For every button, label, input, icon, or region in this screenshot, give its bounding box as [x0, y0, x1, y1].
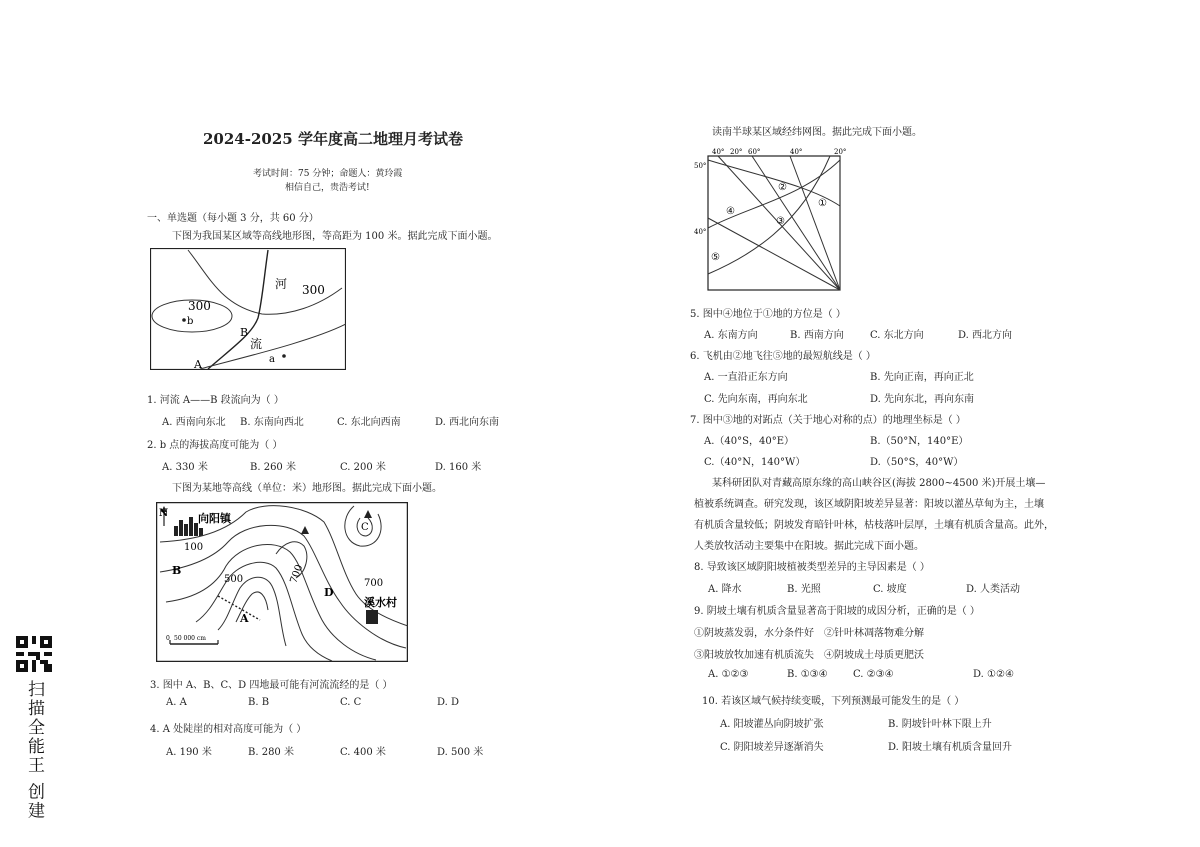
exam-title: 2024-2025 学年度高二地理月考试卷 — [203, 130, 463, 148]
label-A: A — [194, 358, 202, 370]
scale-zero: 0 — [166, 635, 170, 642]
scale-label: 50 000 cm — [174, 635, 206, 642]
q5-option-b[interactable]: B. 西南方向 — [790, 330, 844, 341]
point-2: ② — [778, 182, 787, 193]
intro-map1: 下图为我国某区域等高线地形图，等高距为 100 米。据此完成下面小题。 — [172, 231, 498, 242]
meridian-5 — [708, 218, 840, 290]
q10-stem: 10. 若该区域气候持续变暖，下列预测最可能发生的是（ ） — [702, 696, 965, 707]
q3-option-a[interactable]: A. A — [166, 697, 187, 708]
scanner-watermark: 扫描全能王 创建 — [24, 680, 44, 821]
contour-4 — [196, 562, 332, 661]
q1-option-a[interactable]: A. 西南向东北 — [162, 417, 226, 428]
town-building-6 — [199, 528, 203, 536]
q5-option-a[interactable]: A. 东南方向 — [704, 330, 758, 341]
town-building-1 — [174, 526, 178, 536]
q2-stem: 2. b 点的海拔高度可能为（ ） — [147, 440, 283, 451]
q8-option-c[interactable]: C. 坡度 — [873, 584, 907, 595]
point-B-label: B — [172, 564, 182, 577]
section-heading: 一、单选题（每小题 3 分，共 60 分） — [147, 213, 319, 224]
lon-label-60: 60° — [748, 148, 761, 156]
point-5: ⑤ — [711, 252, 720, 263]
passage-line-1: 某科研团队对青藏高原东缘的高山峡谷区(海拔 2800~4500 米)开展土壤— — [712, 478, 1046, 489]
q2-option-c[interactable]: C. 200 米 — [340, 462, 386, 473]
q9-option-c[interactable]: C. ②③④ — [853, 669, 894, 680]
exam-motto: 相信自己，贵浩考试! — [285, 183, 370, 193]
peak-triangle-2 — [364, 510, 372, 518]
q8-stem: 8. 导致该区域阴阳坡植被类型差异的主导因素是（ ） — [694, 562, 930, 573]
point-1: ① — [818, 198, 827, 209]
q9-option-a[interactable]: A. ①②③ — [708, 669, 749, 680]
contour-map-1 — [150, 248, 346, 370]
q3-option-c[interactable]: C. C — [340, 697, 362, 708]
q6-option-c[interactable]: C. 先向东南，再向东北 — [704, 394, 808, 405]
lon-label-20b: 20° — [834, 148, 847, 156]
lat-label-50: 50° — [694, 162, 707, 170]
contour-100-label: 100 — [184, 542, 204, 553]
q4-option-c[interactable]: C. 400 米 — [340, 747, 386, 758]
q10-option-c[interactable]: C. 阴阳坡差异逐渐消失 — [720, 742, 824, 753]
point-D-label: D — [324, 586, 334, 599]
lon-label-20a: 20° — [730, 148, 743, 156]
q2-option-a[interactable]: A. 330 米 — [162, 462, 208, 473]
q10-option-a[interactable]: A. 阳坡灌丛向阴坡扩张 — [720, 719, 824, 730]
q9-statements-2: ③阳坡放牧加速有机质流失 ④阴坡成土母质更肥沃 — [694, 650, 924, 661]
map1-frame — [151, 249, 346, 370]
q3-option-d[interactable]: D. D — [437, 697, 460, 708]
q10-option-d[interactable]: D. 阳坡土壤有机质含量回升 — [888, 742, 1013, 753]
label-liu: 流 — [250, 337, 263, 351]
river-line — [208, 250, 268, 369]
label-300-right: 300 — [302, 283, 325, 297]
q6-option-a[interactable]: A. 一直沿正东方向 — [704, 372, 788, 383]
point-a-dot — [282, 354, 286, 358]
contour-700-label-b: 700 — [364, 578, 384, 589]
town-label: 向阳镇 — [198, 512, 231, 525]
town-building-2 — [179, 520, 183, 536]
contour-700-label-a: 700 — [288, 563, 306, 586]
q8-option-a[interactable]: A. 降水 — [708, 584, 742, 595]
q9-option-d[interactable]: D. ①②④ — [973, 669, 1014, 680]
town-building-3 — [184, 524, 188, 536]
intro-map2: 下图为某地等高线（单位：米）地形图。据此完成下面小题。 — [172, 483, 442, 494]
label-300-left: 300 — [188, 299, 211, 313]
q1-stem: 1. 河流 A——B 段流向为（ ） — [147, 395, 284, 406]
exam-info: 考试时间：75 分钟；命题人：黄玲霞 — [253, 169, 403, 179]
lon-label-40a: 40° — [712, 148, 725, 156]
q4-option-d[interactable]: D. 500 米 — [437, 747, 484, 758]
label-he: 河 — [275, 277, 288, 291]
north-label: N — [159, 508, 169, 519]
passage-line-3: 有机质含量较低；阴坡发育暗针叶林，枯枝落叶层厚，土壤有机质含量高。此外， — [694, 520, 1054, 531]
point-C-label: C — [361, 522, 369, 533]
q9-statements-1: ①阴坡蒸发弱，水分条件好 ②针叶林凋落物难分解 — [694, 628, 924, 639]
q7-stem: 7. 图中③地的对跖点（关于地心对称的点）的地理坐标是（ ） — [690, 415, 966, 426]
passage-line-2: 植被系统调查。研究发现，该区域阴阳坡差异显著：阳坡以灌丛草甸为主，土壤 — [694, 499, 1044, 510]
q3-stem: 3. 图中 A、B、C、D 四地最可能有河流流经的是（ ） — [150, 680, 393, 691]
peak-triangle-1 — [301, 526, 309, 534]
point-4: ④ — [726, 206, 735, 217]
label-b: b — [187, 316, 194, 327]
graticule-map — [690, 146, 852, 296]
lon-label-40b: 40° — [790, 148, 803, 156]
q1-option-d[interactable]: D. 西北向东南 — [435, 417, 500, 428]
passage-line-4: 人类放牧活动主要集中在阳坡。据此完成下面小题。 — [694, 541, 924, 552]
q1-option-b[interactable]: B. 东南向西北 — [240, 417, 304, 428]
q6-stem: 6. 飞机由②地飞往⑤地的最短航线是（ ） — [690, 351, 876, 362]
q3-option-b[interactable]: B. B — [248, 697, 270, 708]
label-B: B — [240, 326, 249, 339]
q7-option-c[interactable]: C.（40°N，140°W） — [704, 457, 806, 468]
q7-option-b[interactable]: B.（50°N，140°E） — [870, 436, 969, 447]
contour-5 — [218, 577, 286, 646]
town-building-4 — [189, 517, 193, 536]
contour-map-2 — [156, 502, 408, 662]
lat-label-40: 40° — [694, 228, 707, 236]
point-b-dot — [182, 318, 186, 322]
q6-option-b[interactable]: B. 先向正南，再向正北 — [870, 372, 974, 383]
q6-option-d[interactable]: D. 先向东北，再向东南 — [870, 394, 975, 405]
qr-code-icon — [16, 636, 52, 672]
q9-option-b[interactable]: B. ①③④ — [787, 669, 828, 680]
village-label: 溪水村 — [364, 596, 397, 609]
q7-option-a[interactable]: A.（40°S，40°E） — [704, 436, 794, 447]
point-3: ③ — [776, 216, 785, 227]
q4-stem: 4. A 处陡崖的相对高度可能为（ ） — [150, 724, 307, 735]
contour-500-label: 500 — [224, 574, 244, 585]
q4-option-a[interactable]: A. 190 米 — [166, 747, 212, 758]
q9-stem: 9. 阴坡土壤有机质含量显著高于阳坡的成因分析，正确的是（ ） — [694, 606, 980, 617]
meridian-3 — [790, 156, 840, 290]
q4-option-b[interactable]: B. 280 米 — [248, 747, 294, 758]
q1-option-c[interactable]: C. 东北向西南 — [337, 417, 401, 428]
q10-option-b[interactable]: B. 阴坡针叶林下限上升 — [888, 719, 992, 730]
q8-option-b[interactable]: B. 光照 — [787, 584, 821, 595]
q5-stem: 5. 图中④地位于①地的方位是（ ） — [690, 309, 846, 320]
q5-option-d[interactable]: D. 西北方向 — [958, 330, 1013, 341]
q8-option-d[interactable]: D. 人类活动 — [966, 584, 1021, 595]
point-A-label: A — [240, 612, 249, 625]
q5-option-c[interactable]: C. 东北方向 — [870, 330, 924, 341]
label-a: a — [269, 354, 275, 365]
intro-map3: 读南半球某区域经纬网图。据此完成下面小题。 — [712, 127, 922, 138]
q7-option-d[interactable]: D.（50°S，40°W） — [870, 457, 964, 468]
village-marker — [366, 610, 378, 624]
q2-option-d[interactable]: D. 160 米 — [435, 462, 482, 473]
q2-option-b[interactable]: B. 260 米 — [250, 462, 296, 473]
